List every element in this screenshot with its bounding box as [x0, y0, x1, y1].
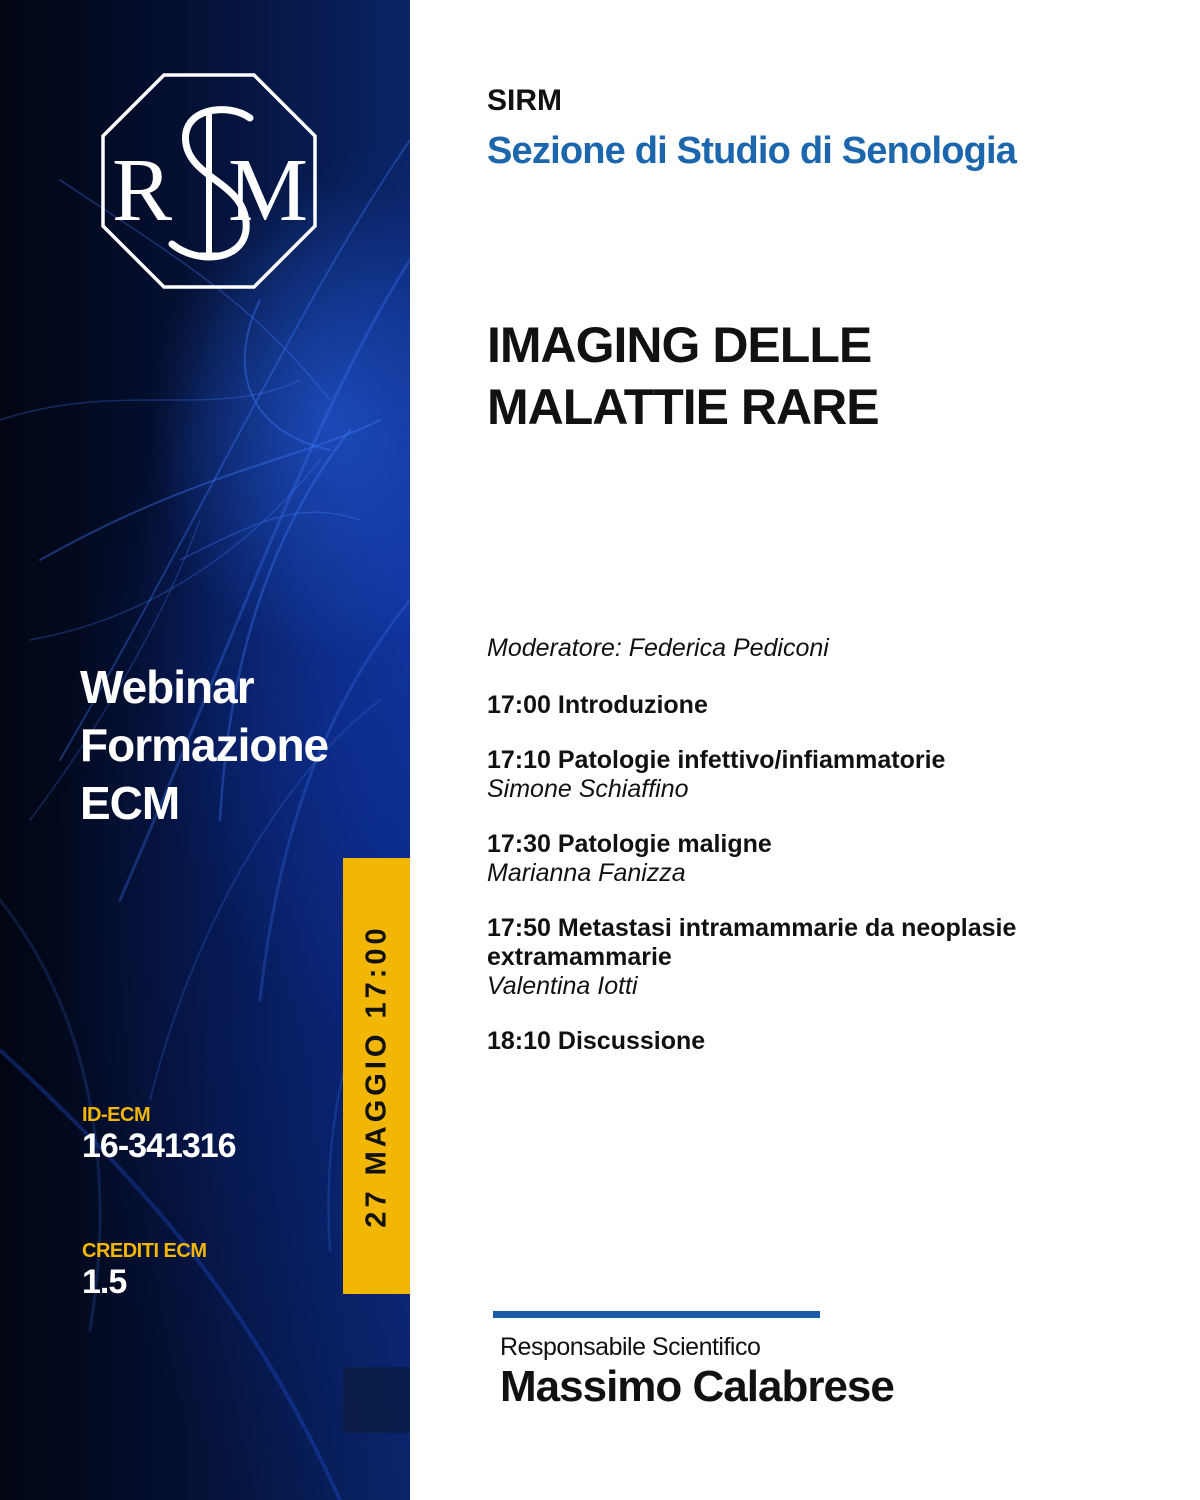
credits-value: 1.5 [82, 1263, 127, 1301]
id-ecm-value: 16-341316 [82, 1127, 236, 1165]
svg-text:R: R [112, 141, 173, 240]
moderator: Moderatore: Federica Pediconi [487, 634, 829, 662]
program [487, 634, 1167, 1082]
decorative-block [343, 1367, 410, 1433]
responsabile-label: Responsabile Scientifico [500, 1333, 761, 1361]
session-speaker: Simone Schiaffino [487, 775, 689, 803]
webinar-line: Formazione [80, 719, 329, 771]
session-title: 17:50 Metastasi intramammarie da neoplasie extramammarie [487, 914, 1017, 971]
svg-text:M: M [228, 141, 309, 240]
webinar-line: ECM [80, 777, 180, 829]
session-title: 17:30 Patologie maligne [487, 830, 772, 858]
session-title: 17:00 Introduzione [487, 691, 708, 719]
event-title-line: MALATTIE RARE [487, 379, 879, 435]
sirm-monogram-logo-icon [100, 72, 318, 290]
session-title: 17:10 Patologie infettivo/infiammatorie [487, 746, 946, 774]
section-name: Sezione di Studio di Senologia [487, 130, 1017, 172]
session-speaker: Valentina Iotti [487, 972, 638, 1000]
webinar-line: Webinar [80, 661, 254, 713]
org-name: SIRM [487, 84, 562, 117]
session-item [487, 1027, 1167, 1056]
id-ecm-label: ID-ECM [82, 1104, 151, 1126]
event-title-line: IMAGING DELLE [487, 317, 872, 373]
session-item [487, 830, 1167, 888]
session-item [487, 746, 1167, 804]
event-title [487, 314, 879, 438]
responsabile-name: Massimo Calabrese [500, 1362, 894, 1411]
session-title: 18:10 Discussione [487, 1027, 706, 1055]
session-speaker: Marianna Fanizza [487, 859, 686, 887]
credits-label: CREDITI ECM [82, 1240, 207, 1262]
date-band [343, 858, 410, 1294]
event-date: 27 MAGGIO 17:00 [360, 924, 392, 1228]
session-item [487, 691, 1167, 720]
session-item [487, 914, 1167, 1001]
webinar-title [80, 658, 328, 832]
accent-divider [493, 1311, 820, 1318]
left-panel [0, 0, 410, 1500]
